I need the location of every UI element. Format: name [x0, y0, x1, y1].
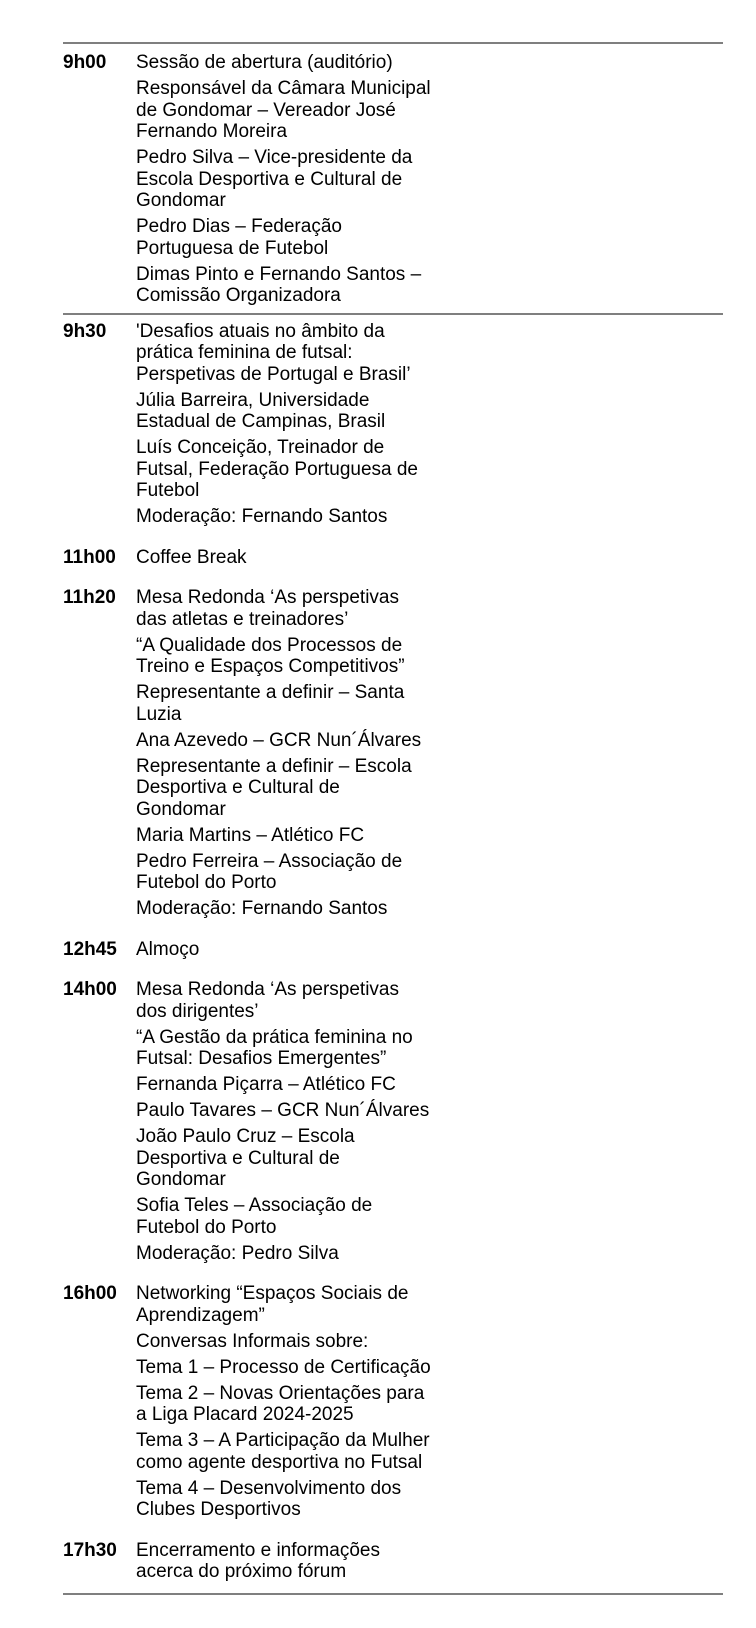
schedule-row [63, 52, 723, 307]
top-divider [63, 42, 723, 44]
time-label: 14h00 [63, 979, 117, 1000]
agenda-paragraph: Moderação: Fernando Santos [136, 898, 388, 919]
bottom-divider [63, 1593, 723, 1595]
agenda-paragraphs [136, 321, 723, 528]
schedule-row [63, 1540, 723, 1583]
agenda-paragraph: Ana Azevedo – GCR Nun´Álvares [136, 729, 422, 751]
agenda-paragraph: Representante a definir – Escola Desportiva e Cultural de Gondomar [136, 755, 412, 820]
agenda-paragraph: Luís Conceição, Treinador de Futsal, Federação Portuguesa de Futebol [136, 437, 419, 501]
time-label: 11h20 [63, 587, 116, 608]
agenda-paragraph: Almoço [136, 938, 200, 960]
agenda-paragraph: Mesa Redonda ‘As perspetivas das atletas e treinadores’ [136, 587, 399, 630]
schedule-row [63, 321, 723, 528]
agenda-paragraph: Fernanda Piçarra – Atlético FC [136, 1074, 396, 1095]
time-label: 9h00 [63, 52, 107, 73]
agenda-paragraphs [136, 979, 723, 1264]
time-label: 9h30 [63, 320, 107, 342]
agenda-paragraph: Representante a definir – Santa Luzia [136, 682, 405, 725]
agenda-paragraph: Tema 3 – A Participação da Mulher como agente desportiva no Futsal [136, 1430, 430, 1473]
agenda-paragraph: Pedro Dias – Federação Portuguesa de Futebol [136, 216, 342, 259]
agenda-paragraph: Moderação: Fernando Santos [136, 506, 388, 527]
agenda-paragraphs [136, 939, 723, 961]
agenda-paragraph: Conversas Informais sobre: [136, 1330, 369, 1352]
schedule-row [63, 587, 723, 920]
agenda-paragraphs [136, 1540, 723, 1583]
agenda-paragraph: Encerramento e informações acerca do próximo fórum [136, 1539, 380, 1582]
agenda-paragraph: “A Gestão da prática feminina no Futsal: Desafios Emergentes” [136, 1026, 413, 1069]
agenda-paragraph: Coffee Break [136, 546, 247, 568]
schedule-row [63, 547, 723, 569]
agenda-paragraph: Sofia Teles – Associação de Futebol do Porto [136, 1195, 373, 1238]
agenda-paragraph: Networking “Espaços Sociais de Aprendizagem” [136, 1283, 409, 1326]
agenda-paragraph: João Paulo Cruz – Escola Desportiva e Cultural de Gondomar [136, 1126, 355, 1190]
agenda-paragraph: Dimas Pinto e Fernando Santos – Comissão Organizadora [136, 263, 422, 306]
agenda-paragraphs [136, 547, 723, 569]
schedule-row [63, 1283, 723, 1521]
agenda-paragraph: “A Qualidade dos Processos de Treino e Espaços Competitivos” [136, 634, 405, 677]
agenda-paragraph: Paulo Tavares – GCR Nun´Álvares [136, 1100, 430, 1121]
agenda-paragraph: Tema 2 – Novas Orientações para a Liga Placard 2024-2025 [136, 1382, 425, 1425]
agenda-paragraphs [136, 52, 723, 307]
section-divider [63, 313, 723, 315]
time-label: 16h00 [63, 1283, 117, 1304]
agenda-paragraph: Júlia Barreira, Universidade Estadual de Campinas, Brasil [136, 389, 386, 432]
time-label: 12h45 [63, 938, 117, 960]
time-label: 11h00 [63, 546, 116, 568]
agenda-paragraphs [136, 587, 723, 920]
agenda-paragraph: Tema 1 – Processo de Certificação [136, 1356, 431, 1378]
agenda-paragraph: Pedro Ferreira – Associação de Futebol do Porto [136, 850, 403, 893]
agenda-paragraphs [136, 1283, 723, 1521]
schedule [63, 52, 723, 1583]
schedule-row [63, 979, 723, 1264]
agenda-paragraph: Sessão de abertura (auditório) [136, 52, 393, 73]
agenda-paragraph: Tema 4 – Desenvolvimento dos Clubes Desportivos [136, 1477, 402, 1520]
agenda-paragraph: Pedro Silva – Vice-presidente da Escola Desportiva e Cultural de Gondomar [136, 147, 413, 211]
time-label: 17h30 [63, 1539, 117, 1561]
agenda-paragraph: 'Desafios atuais no âmbito da prática feminina de futsal: Perspetivas de Portugal e Brasil’ [136, 320, 411, 385]
agenda-paragraph: Mesa Redonda ‘As perspetivas dos dirigentes’ [136, 979, 399, 1022]
agenda-paragraph: Responsável da Câmara Municipal de Gondomar – Vereador José Fernando Moreira [136, 78, 431, 142]
agenda-paragraph: Maria Martins – Atlético FC [136, 824, 365, 846]
agenda-paragraph: Moderação: Pedro Silva [136, 1242, 339, 1264]
schedule-row [63, 939, 723, 961]
